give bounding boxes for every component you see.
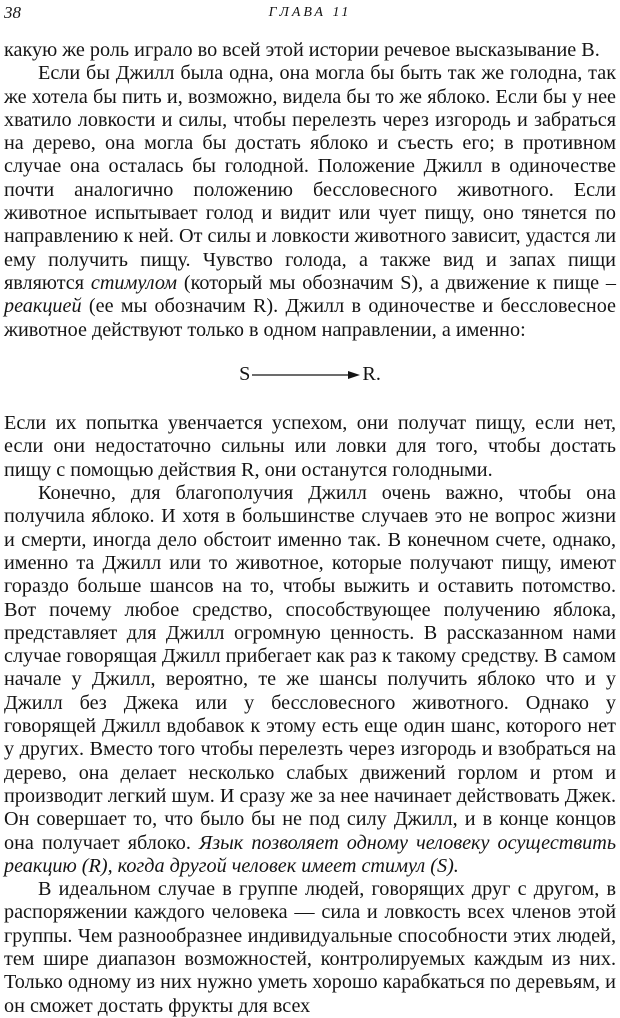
paragraph-text: Если бы Джилл была одна, она могла бы быть так же голодна, так же хотела бы пить и, возможно, видела бы то же яблоко. Если бы у нее хватило ловкости и силы, чтобы перелезть через изгородь и забраться на дерево, она могла бы достать яблоко и съесть его; в противном случае она осталась бы голодной. Положение Джилл в одиночестве почти аналогично положению бессловесного животного. Если животное испытывает голод и видит или чует пищу, оно тянется по направлению к ней. От силы и ловкости животного зависит, удастся ли ему получить пищу. Чувство голода, а также вид и запах пищи являются: [4, 62, 616, 294]
page-number: 38: [4, 3, 21, 22]
paragraph-text: Конечно, для благополучия Джилл очень важно, чтобы она получила яблоко. И хотя в большинстве случаев это не вопрос жизни и смерти, иногда дело обстоит именно так. В конечном счете, однако, именно та Джилл или то животное, которые получают пищу, имеют гораздо больше шансов на то, чтобы выжить и оставить потомство. Вот почему любое средство, способствующее получению яблока, представляет для Джилл огромную ценность. В рассказанном нами случае говорящая Джилл прибегает как раз к такому средству. В самом начале у Джилл, вероятно, те же шансы получить яблоко что и у Джилл без Джека или у бессловесного животного. Однако у говорящей Джилл вдобавок к этому есть еще один шанс, которого нет у других. Вместо того чтобы перелезть через изгородь и взобраться на дерево, она делает несколько слабых движений горлом и ртом и производит легкий шум. И сразу же за нее начинает действовать Джек. Он совершает то, что было бы не под силу Джилл, и в конце концов она получает яблоко.: [4, 482, 616, 854]
paragraph-continuation: какую же роль играло во всей этой истории речевое высказывание В.: [4, 39, 600, 61]
paragraph-jill-alone: [4, 62, 616, 342]
formula-reaction: R.: [362, 362, 381, 385]
emphasis-language-thesis: Язык позволяет одному человеку осуществить реакцию (R), когда другой человек имеет стимул (S).: [4, 831, 617, 877]
body-text: [4, 39, 616, 1018]
paragraph-speaking-jill: [4, 482, 616, 878]
book-page: [4, 0, 617, 1017]
running-head: [4, 0, 616, 26]
formula-arrow-icon: [250, 370, 362, 380]
formula-stimulus: S: [239, 362, 251, 385]
paragraph-ideal-group: В идеальном случае в группе людей, говорящих друг с другом, в распоряжении каждого человека — сила и ловкость всех членов этой группы. Чем разнообразнее индивидуальные способности этих людей, тем шире диапазон возможностей, контролируемых каждым из них. Только одному из них нужно уметь хорошо карабкаться по деревьям, и он сможет достать фрукты для всех: [4, 878, 616, 1017]
paragraph-text: (который мы обозначим S), а движение к пище –: [177, 271, 617, 294]
term-stimulus: стимулом: [90, 271, 178, 294]
term-reaction: реакцией: [4, 295, 82, 318]
paragraph-text: (ее мы обозначим R). Джилл в одиночестве и бессловесное животное действуют только в одном направлении, а именно:: [4, 295, 616, 341]
chapter-title: ГЛАВА 11: [268, 5, 352, 20]
paragraph-outcome: Если их попытка увенчается успехом, они получат пищу, если нет, если они недостаточно сильны или ловки для того, чтобы достать пищу с помощью действия R, они останутся голодными.: [4, 412, 616, 481]
stimulus-response-formula: [4, 363, 616, 386]
